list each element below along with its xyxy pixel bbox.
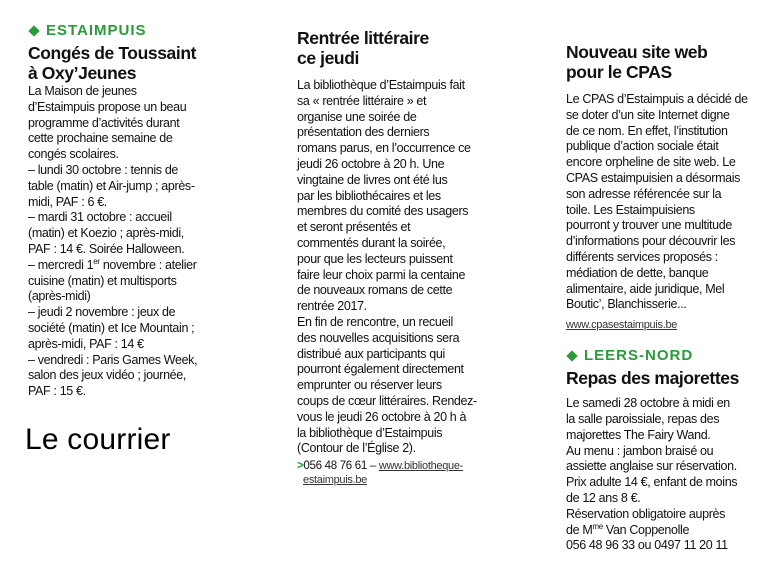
body-line: – mardi 31 octobre : accueil	[28, 210, 172, 225]
article-body	[297, 78, 547, 457]
contact-line	[566, 315, 776, 333]
diamond-bullet-icon	[28, 25, 39, 36]
body-line: sa « rentrée littéraire » et	[297, 93, 427, 108]
headline	[566, 368, 776, 388]
body-line: salon des jeux vidéo ; journée,	[28, 368, 187, 383]
body-line: PAF : 15 €.	[28, 384, 86, 399]
body-line: – lundi 30 octobre : tennis de	[28, 162, 179, 177]
arrow-icon: >	[297, 460, 304, 473]
section-estaimpuis	[28, 22, 268, 40]
body-line: médiation de dette, banque	[566, 265, 709, 280]
body-line: Au menu : jambon braisé ou	[566, 443, 714, 458]
body-line: se doter d’un site Internet digne	[566, 107, 730, 122]
body-line: PAF : 14 €. Soirée Halloween.	[28, 241, 185, 256]
body-line: d’Estaimpuis propose un beau	[28, 99, 187, 114]
body-line: après-midi, PAF : 14 €	[28, 336, 144, 351]
body-line: alimentaire, aide juridique, Mel	[566, 281, 725, 296]
body-line: programme d’activités durant	[28, 115, 180, 130]
body-line: la salle paroissiale, repas des	[566, 411, 720, 426]
body-line: – mercredi 1er novembre : atelier	[28, 256, 197, 272]
body-line: commentés durant la soirée,	[297, 235, 446, 250]
body-line: des nouvelles acquisitions sera	[297, 330, 460, 345]
body-line: Prix adulte 14 €, enfant de moins	[566, 475, 738, 490]
headline-line: pour le CPAS	[566, 62, 672, 82]
body-line: faire leur choix parmi la centaine	[297, 267, 466, 282]
library-website-link[interactable]: www.bibliotheque-	[378, 460, 464, 473]
body-line: CPAS estaimpuisien a désormais	[566, 170, 741, 185]
body-line: société (matin) et Ice Mountain ;	[28, 320, 195, 335]
library-website-link-cont[interactable]: estaimpuis.be	[303, 474, 367, 487]
headline	[28, 43, 268, 83]
body-line: majorettes The Fairy Wand.	[566, 427, 711, 442]
body-line: publique d’action sociale était	[566, 139, 719, 154]
headline-line: Nouveau site web	[566, 42, 708, 62]
contact-line	[297, 459, 547, 473]
caption-le-courrier: Le courrier	[25, 423, 171, 456]
body-line: membres du comité des usagers	[297, 204, 469, 219]
headline-line: Congés de Toussaint	[28, 43, 197, 63]
section-leers-nord	[566, 347, 776, 365]
headline-line: à Oxy’Jeunes	[28, 63, 137, 83]
body-line: (après-midi)	[28, 289, 91, 304]
article-conges-toussaint	[28, 22, 268, 400]
section-label: LEERS-NORD	[584, 347, 694, 365]
body-line: En fin de rencontre, un recueil	[297, 314, 453, 329]
body-line: Le samedi 28 octobre à midi en	[566, 396, 730, 411]
diamond-bullet-icon	[566, 350, 577, 361]
headline	[566, 42, 776, 82]
body-line: congés scolaires.	[28, 147, 119, 162]
headline-line: Repas des majorettes	[566, 368, 739, 389]
body-line: distribué aux participants qui	[297, 346, 445, 361]
body-line: de nouveaux romans de cette	[297, 283, 453, 298]
body-line: pour que les lecteurs puissent	[297, 251, 453, 266]
headline-line: Rentrée littéraire	[297, 28, 429, 48]
contact-info	[297, 459, 547, 487]
contact-phone: 056 48 96 33 ou 0497 11 20 11	[566, 538, 728, 553]
body-line: assiette anglaise sur réservation.	[566, 459, 737, 474]
contact-phone: 056 48 76 61 –	[303, 460, 379, 473]
body-line: vingtaine de livres ont été lus	[297, 172, 448, 187]
body-line: – vendredi : Paris Games Week,	[28, 352, 198, 367]
body-line: La Maison de jeunes	[28, 84, 137, 98]
article-body	[28, 84, 268, 400]
cpas-website-link[interactable]: www.cpasestaimpuis.be	[566, 319, 678, 332]
body-line: de ce nom. En effet, l’institution	[566, 123, 728, 138]
body-line: coups de cœur littéraires. Rendez-	[297, 393, 477, 408]
article-body	[566, 92, 776, 313]
body-line: différents services proposés :	[566, 249, 718, 264]
contact-line	[297, 473, 547, 487]
body-line: cuisine (matin) et multisports	[28, 273, 177, 288]
body-line: toile. Les Estaimpuisiens	[566, 202, 695, 217]
body-line: romans parus, en l’occurrence ce	[297, 141, 471, 156]
body-line: jeudi 26 octobre à 20 h. Une	[297, 156, 445, 171]
body-line: par les bibliothécaires et les	[297, 188, 441, 203]
body-line: midi, PAF : 6 €.	[28, 194, 107, 209]
body-line: et seront présentés et	[297, 220, 411, 235]
body-line: Réservation obligatoire auprès	[566, 506, 726, 521]
body-line: table (matin) et Air-jump ; après-	[28, 178, 195, 193]
body-line: de $M^{me}$ Van Coppenolle	[566, 521, 690, 537]
body-line: emprunter ou réserver leurs	[297, 378, 442, 393]
body-line: encore orpheline de site web. Le	[566, 155, 736, 170]
section-label: ESTAIMPUIS	[46, 22, 147, 39]
body-line: – jeudi 2 novembre : jeux de	[28, 305, 176, 320]
body-line: rentrée 2017.	[297, 299, 367, 314]
body-line: son adresse référencée sur la	[566, 186, 722, 201]
body-line: (matin) et Koezio ; après-midi,	[28, 226, 184, 241]
body-line: pourront y trouver une multitude	[566, 218, 732, 233]
body-line: vous le jeudi 26 octobre à 20 h à	[297, 409, 467, 424]
body-line: d’informations pour découvrir les	[566, 234, 736, 249]
article-body	[566, 396, 776, 554]
body-line: (Contour de l’Église 2).	[297, 441, 416, 456]
article-cpas-site	[566, 42, 776, 554]
body-line: La bibliothèque d’Estaimpuis fait	[297, 78, 465, 92]
body-line: cette prochaine semaine de	[28, 131, 173, 146]
article-rentree-litteraire	[297, 28, 547, 487]
body-line: présentation des derniers	[297, 125, 430, 140]
body-line: de 12 ans 8 €.	[566, 490, 641, 505]
body-line: pourront également directement	[297, 362, 464, 377]
body-line: Boutic’, Blanchisserie...	[566, 297, 687, 312]
headline	[297, 28, 547, 68]
body-line: la bibliothèque d’Estaimpuis	[297, 425, 443, 440]
headline-line: ce jeudi	[297, 48, 359, 68]
body-line: Le CPAS d’Estaimpuis a décidé de	[566, 92, 748, 106]
body-line: organise une soirée de	[297, 109, 417, 124]
